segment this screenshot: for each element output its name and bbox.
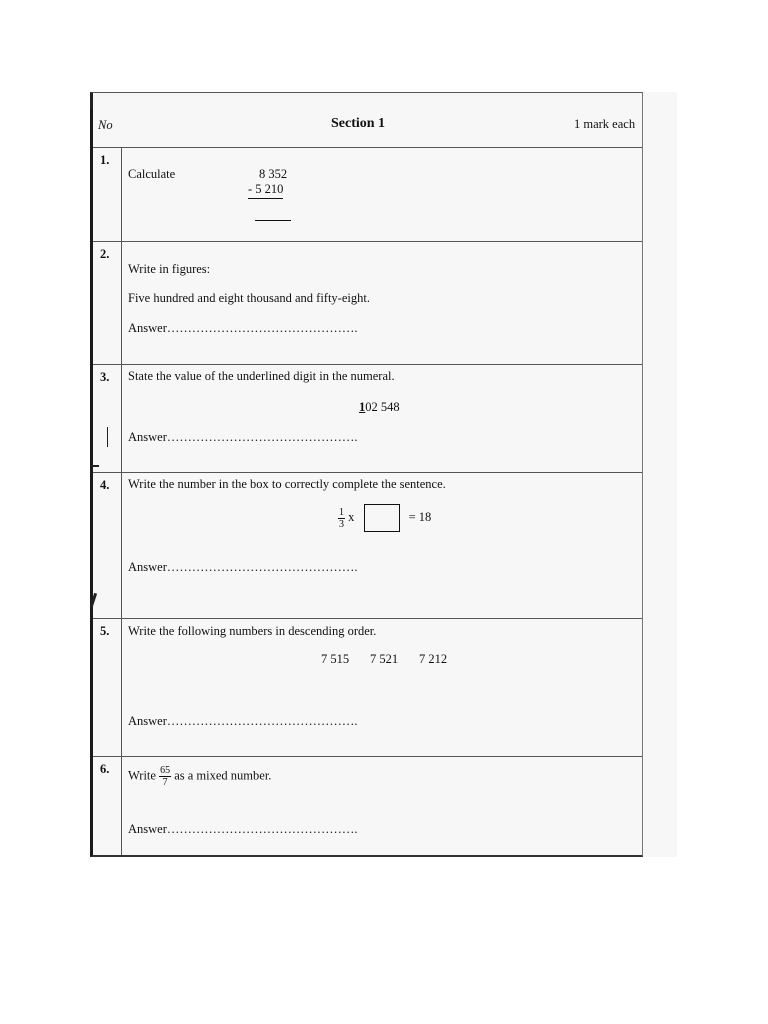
question-table	[90, 92, 643, 857]
number-item: 7 515	[321, 652, 350, 666]
scan-mark	[91, 465, 99, 467]
numeral	[359, 400, 400, 415]
no-column-label: No	[98, 118, 113, 132]
question-number: 3.	[100, 370, 110, 384]
answer-label: Answer……………………………………….	[128, 822, 358, 836]
question-prompt: Write the following numbers in descending order.	[128, 624, 377, 638]
answer-label: Answer……………………………………….	[128, 430, 358, 444]
question-number: 5.	[100, 624, 110, 638]
question-prompt: Write $\frac{65}{7}$ as a mixed number.	[128, 765, 272, 788]
scan-mark	[90, 93, 93, 109]
question-number: 4.	[100, 478, 110, 492]
question-prompt: Write in figures:	[128, 262, 211, 276]
question-1	[93, 148, 642, 242]
section-title: Section 1	[331, 116, 386, 131]
times-sign: x	[348, 509, 355, 524]
question-number: 6.	[100, 762, 110, 776]
question-prompt: State the value of the underlined digit in the numeral.	[128, 369, 395, 383]
number-in-words: Five hundred and eight thousand and fifty-eight.	[128, 291, 370, 305]
underlined-digit: 1	[359, 400, 366, 414]
header-row	[93, 93, 642, 148]
answer-label: Answer……………………………………….	[128, 560, 358, 574]
question-6	[93, 757, 642, 858]
question-4	[93, 473, 642, 619]
answer-label: Answer……………………………………….	[128, 321, 358, 335]
number-item: 7 212	[419, 652, 448, 666]
question-prompt: Write the number in the box to correctly complete the sentence.	[128, 477, 446, 491]
marks-label: 1 mark each	[574, 117, 636, 131]
question-number: 2.	[100, 247, 110, 261]
question-3	[93, 365, 642, 473]
answer-box[interactable]	[364, 504, 400, 532]
fraction-one-third: $\frac{1}{3}$	[339, 506, 344, 530]
question-number: 1.	[100, 153, 110, 167]
bottom-number: - 5 210	[248, 182, 283, 199]
fraction-65-over-7: $\frac{65}{7}$	[160, 765, 171, 788]
answer-line	[255, 220, 291, 221]
numeral-rest: 02 548	[365, 400, 400, 414]
top-number: 8 352	[259, 167, 288, 181]
worksheet	[90, 92, 677, 857]
equation-result: = 18	[408, 509, 432, 524]
equation	[338, 504, 431, 532]
number-item: 7 521	[370, 652, 399, 666]
question-prompt: Calculate	[128, 167, 176, 181]
scan-mark	[107, 427, 108, 447]
answer-label: Answer……………………………………….	[128, 714, 358, 728]
question-5	[93, 619, 642, 757]
question-2	[93, 242, 642, 365]
